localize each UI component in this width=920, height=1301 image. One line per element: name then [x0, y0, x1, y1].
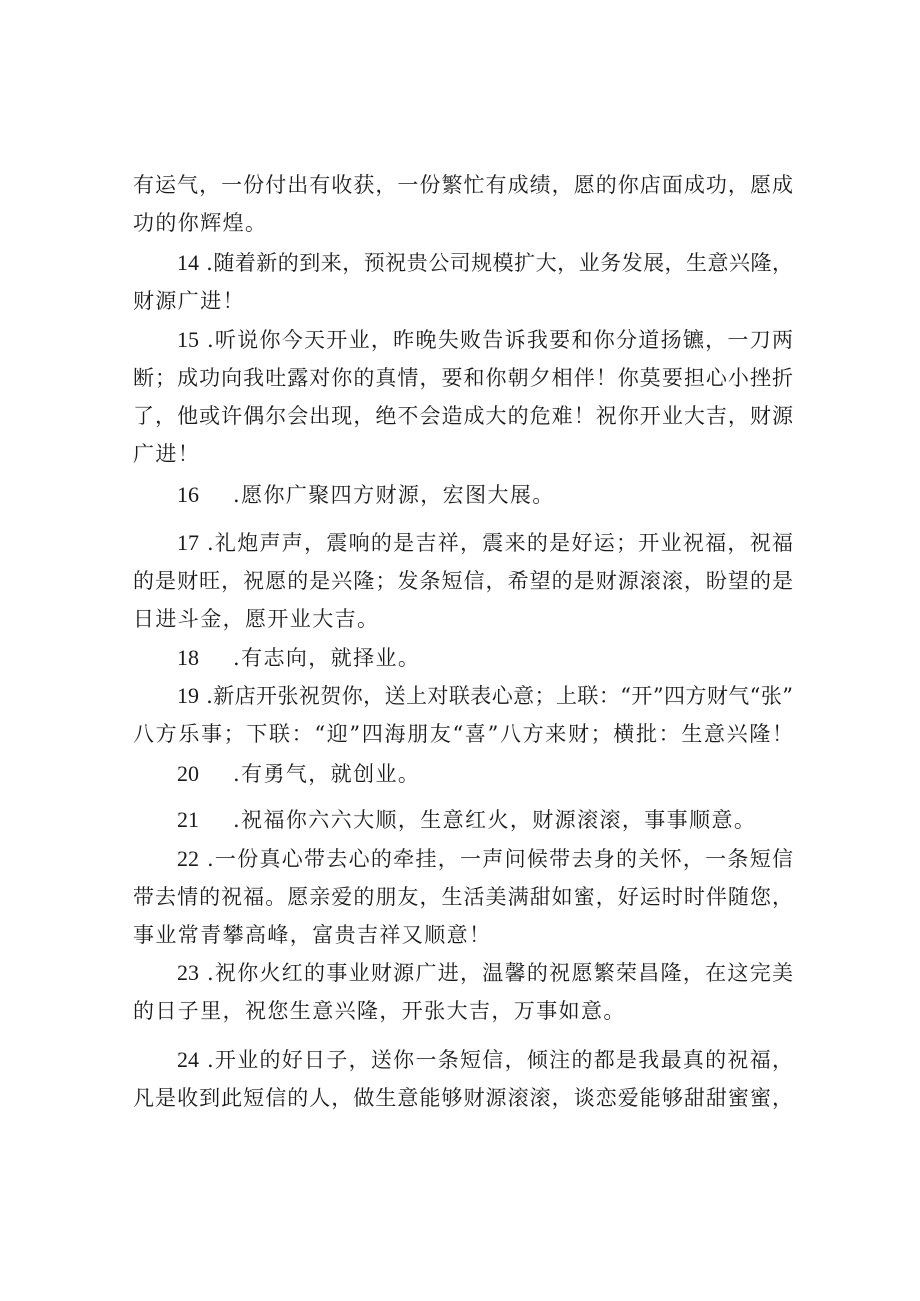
- paragraph-19-first-line: [177, 683, 793, 709]
- text-segment: .开业的好日子，送你一条短信，倾注的都是我最真的祝福，: [199, 1048, 793, 1072]
- text-line: 事业常青攀高峰，富贵吉祥又顺意！: [133, 923, 492, 947]
- paragraph-number: 24: [177, 1047, 199, 1072]
- text-line: 的是财旺，祝愿的是兴隆；发条短信，希望的是财源滚滚，盼望的是: [133, 569, 793, 593]
- text-line: 断；成功向我吐露对你的真情，要和你朝夕相伴！你莫要担心小挫折: [133, 366, 793, 390]
- paragraph-number: 16: [177, 482, 199, 507]
- text-line: 功的你辉煌。: [133, 211, 268, 235]
- paragraph-20-line: [177, 761, 793, 787]
- text-segment: .一份真心带去心的牵挂，一声问候带去身的关怀，一条短信: [199, 847, 793, 871]
- paragraph-number: 21: [177, 807, 199, 832]
- text-segment: .礼炮声声，震响的是吉祥，震来的是好运；开业祝福，祝福: [199, 531, 793, 555]
- text-segment: .有志向，就择业。: [233, 646, 421, 670]
- text-line: 的日子里，祝您生意兴隆，开张大吉，万事如意。: [133, 999, 626, 1023]
- text-segment: .有勇气，就创业。: [233, 762, 421, 786]
- paragraph-number: 20: [177, 761, 199, 786]
- text-segment: .新店开张祝贺你，送上对联表心意；上联：“开”四方财气“张”: [199, 684, 793, 708]
- text-line: 了，他或许偶尔会出现，绝不会造成大的危难！祝你开业大吉，财源: [133, 404, 793, 428]
- text-line: 凡是收到此短信的人，做生意能够财源滚滚，谈恋爱能够甜甜蜜蜜，: [133, 1086, 793, 1110]
- text-line: 八方乐事；下联：“迎”四海朋友“喜”八方来财；横批：生意兴隆！: [133, 722, 793, 746]
- text-segment: .听说你今天开业，昨晚失败告诉我要和你分道扬镳，一刀两: [199, 328, 793, 352]
- paragraph-number: 17: [177, 530, 199, 555]
- paragraph-14-first-line: [177, 250, 793, 276]
- paragraph-24-first-line: [177, 1047, 793, 1073]
- paragraph-21-line: [177, 807, 793, 833]
- paragraph-16-line: [177, 482, 793, 508]
- text-line: 日进斗金，愿开业大吉。: [133, 607, 380, 631]
- paragraph-18-line: [177, 645, 793, 671]
- text-line: 有运气，一份付出有收获，一份繁忙有成绩，愿的你店面成功，愿成: [133, 173, 793, 197]
- paragraph-23-first-line: [177, 960, 793, 986]
- text-line: 财源广进！: [133, 289, 245, 313]
- text-segment: .随着新的到来，预祝贵公司规模扩大，业务发展，生意兴隆，: [199, 251, 793, 275]
- text-line: 广进！: [133, 442, 201, 466]
- paragraph-number: 15: [177, 327, 199, 352]
- paragraph-number: 18: [177, 645, 199, 670]
- paragraph-number: 23: [177, 960, 199, 985]
- paragraph-number: 14: [177, 250, 199, 275]
- paragraph-17-first-line: [177, 530, 793, 556]
- paragraph-number: 22: [177, 846, 199, 871]
- text-line: 带去情的祝福。愿亲爱的朋友，生活美满甜如蜜，好运时时伴随您，: [133, 885, 793, 909]
- text-segment: .愿你广聚四方财源，宏图大展。: [233, 483, 555, 507]
- paragraph-number: 19: [177, 683, 199, 708]
- text-segment: .祝福你六六大顺，生意红火，财源滚滚，事事顺意。: [233, 808, 757, 832]
- text-segment: .祝你火红的事业财源广进，温馨的祝愿繁荣昌隆，在这完美: [199, 961, 793, 985]
- paragraph-22-first-line: [177, 846, 793, 872]
- paragraph-15-first-line: [177, 327, 793, 353]
